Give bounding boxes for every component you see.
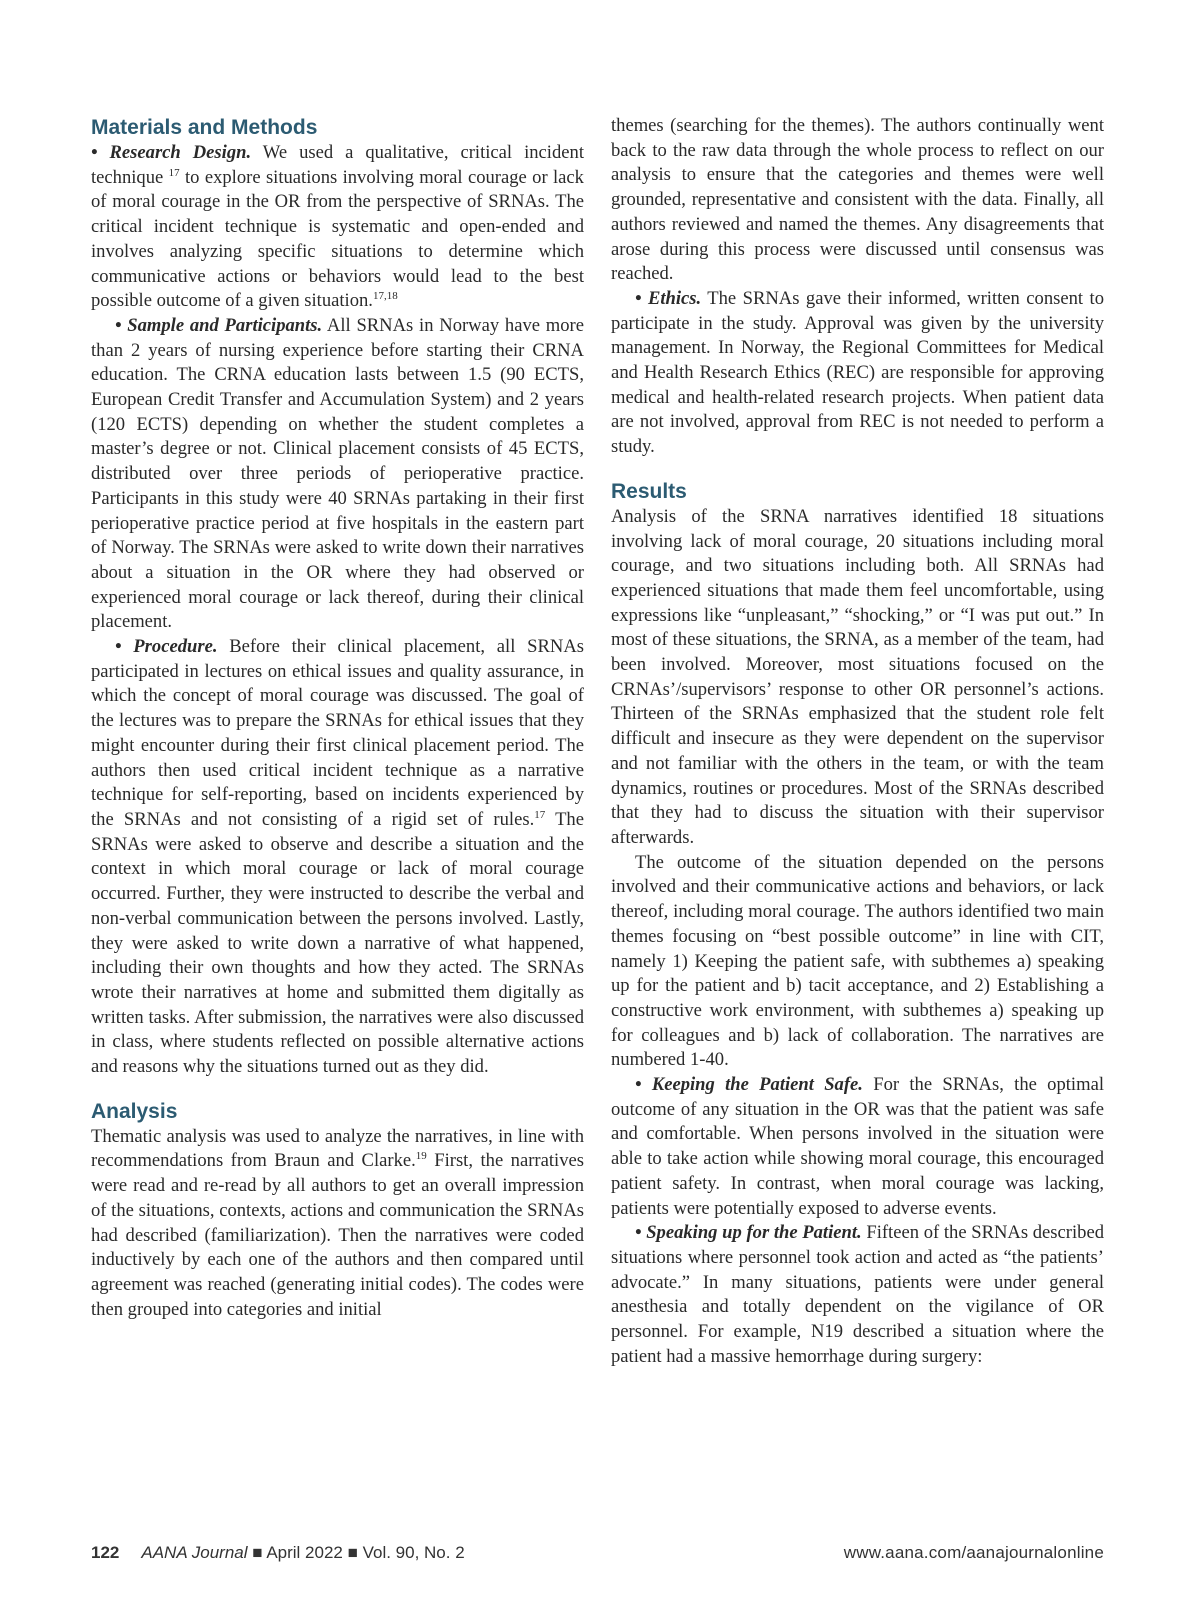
speaking-up-lead: • Speaking up for the Patient. bbox=[635, 1222, 862, 1244]
footer-citation bbox=[91, 1543, 465, 1563]
keeping-patient-safe-paragraph: • Keeping the Patient Safe. For the SRNAs, the optimal outcome of any situation in the OR was that the patient was safe and comfortable. When persons involved in the situation were able to take action while showing moral courage, this encouraged patient safety. In contrast, when moral courage was lacking, patients were potentially exposed to adverse events. bbox=[611, 1074, 1104, 1219]
results-paragraph-2: The outcome of the situation depended on the persons involved and their communicative actions and behaviors, or lack thereof, including moral courage. The authors identified two main themes focusing on “best possible outcome” in line with CIT, namely 1) Keeping the patient safe, with subthemes a) speaking up for the patient and b) tacit acceptance, and 2) Establishing a constructive work environment, with subthemes a) speaking up for colleagues and b) lack of collaboration. The narratives are numbered 1-40. bbox=[611, 851, 1104, 1071]
journal-name: AANA Journal bbox=[141, 1543, 248, 1562]
analysis-heading: Analysis bbox=[91, 1099, 178, 1123]
procedure-lead: • Procedure. bbox=[115, 636, 218, 658]
journal-url: www.aana.com/aanajournalonline bbox=[843, 1543, 1104, 1562]
research-design-lead: • Research Design. bbox=[91, 142, 252, 163]
sample-paragraph: • Sample and Participants. All SRNAs in Norway have more than 2 years of nursing experience before starting their CRNA education. The CRNA education lasts between 1.5 (90 ECTS, European Credit Transfer and Accumulation System) and 2 years (120 ECTS) depending on whether the student completes a master’s degree or not. Clinical placement consists of 45 ECTS, distributed over three periods of perioperative practice. Participants in this study were 40 SRNAs partaking in their first perioperative practice period at five hospitals in the eastern part of Norway. The SRNAs were asked to write down their narratives about a situation in the OR where they had observed or experienced moral courage or lack thereof, during their clinical placement. bbox=[91, 314, 584, 633]
analysis-continued-paragraph: themes (searching for the themes). The authors continually went back to the raw data through the whole process to reflect on our analysis to ensure that the categories and themes were well grounded, representative and consistent with the data. Finally, all authors reviewed and named the themes. Any disagreements that arose during this process were discussed until consensus was reached. bbox=[611, 115, 1104, 285]
right-column bbox=[611, 114, 1104, 1369]
citation-17-18: 17,18 bbox=[372, 290, 398, 303]
page-footer bbox=[91, 1543, 1104, 1567]
results-paragraph-1: Analysis of the SRNA narratives identified 18 situations involving lack of moral courage, 20 situations including moral courage, and two situations including both. All SRNAs had experienced situations that made them feel uncomfortable, using expressions like “unpleasant,” “shocking,” or “I was put out.” In most of these situations, the SRNA, as a member of the team, had been involved. Moreover, most situations focused on the CRNAs’/supervisors’ response to other OR personnel’s actions. Thirteen of the SRNAs emphasized that the student role felt difficult and insecure as they were dependent on the supervisor and not familiar with the others in the team, or with the team dynamics, routines or procedures. Most of the SRNAs described that they had to discuss the situation with their supervisor afterwards. bbox=[611, 505, 1104, 848]
left-column bbox=[91, 114, 584, 1322]
separator-square: ■ bbox=[247, 1543, 267, 1562]
results-heading: Results bbox=[611, 479, 687, 503]
ethics-paragraph: • Ethics. The SRNAs gave their informed, written consent to participate in the study. Approval was given by the university management. In Norway, the Regional Committees for Medical and Health Research Ethics (REC) are responsible for approving medical and health-related research projects. When patient data are not involved, approval from REC is not needed to perform a study. bbox=[611, 287, 1104, 458]
issue-date: April 2022 bbox=[266, 1543, 343, 1562]
speaking-up-paragraph: • Speaking up for the Patient. Fifteen of the SRNAs described situations where personnel took action and acted as “the patients’ advocate.” In many situations, patients were under general anesthesia and totally dependent on the vigilance of OR personnel. For example, N19 described a situation where the patient had a massive hemorrhage during surgery: bbox=[611, 1222, 1104, 1367]
separator-square: ■ bbox=[342, 1543, 363, 1562]
page-number: 122 bbox=[91, 1543, 120, 1562]
sample-lead: • Sample and Participants. bbox=[115, 314, 323, 336]
ethics-lead: • Ethics. bbox=[635, 287, 702, 309]
analysis-paragraph: Thematic analysis was used to analyze the narratives, in line with recommendations from Braun and Clarke.$^{19}$ First, the narratives were read and re-read by all authors to get an overall impression of the situations, contexts, actions and communication the SRNAs had described (familiarization). Then the narratives were coded inductively by each one of the authors and then compared until agreement was reached (generating initial codes). The codes were then grouped into categories and initial bbox=[91, 1125, 584, 1320]
materials-and-methods-heading: Materials and Methods bbox=[91, 116, 318, 139]
research-design-paragraph: • Research Design. We used a qualitative, critical incident technique $^{17}$ to explore situations involving moral courage or lack of moral courage in the OR from the perspective of SRNAs. The critical incident technique is systematic and open-ended and involves analyzing specific situations to determine which communicative actions or behaviors would lead to the best possible outcome of a given situation.$^{17,18}$ bbox=[91, 142, 584, 312]
citation-17: 17 bbox=[168, 166, 180, 179]
citation-17: 17 bbox=[534, 808, 546, 821]
citation-19: 19 bbox=[415, 1150, 427, 1163]
volume-number: Vol. 90, No. 2 bbox=[362, 1543, 465, 1562]
keeping-patient-safe-lead: • Keeping the Patient Safe. bbox=[635, 1074, 863, 1096]
procedure-paragraph: • Procedure. Before their clinical placement, all SRNAs participated in lectures on ethical issues and quality assurance, in which the concept of moral courage was discussed. The goal of the lectures was to prepare the SRNAs for ethical issues that they might encounter during their first clinical placement period. The authors then used critical incident technique as a narrative technique for self-reporting, based on incidents experienced by the SRNAs and not consisting of a rigid set of rules.$^{17}$ The SRNAs were asked to observe and describe a situation and the context in which moral courage or lack of moral courage occurred. Further, they were instructed to describe the verbal and non-verbal communication between the persons involved. Lastly, they were asked to write down a narrative of what happened, including their own thoughts and how they acted. The SRNAs wrote their narratives at home and submitted them digitally as written tasks. After submission, the narratives were also discussed in class, where students reflected on possible alternative actions and reasons why the situations turned out as they did. bbox=[91, 636, 584, 1078]
